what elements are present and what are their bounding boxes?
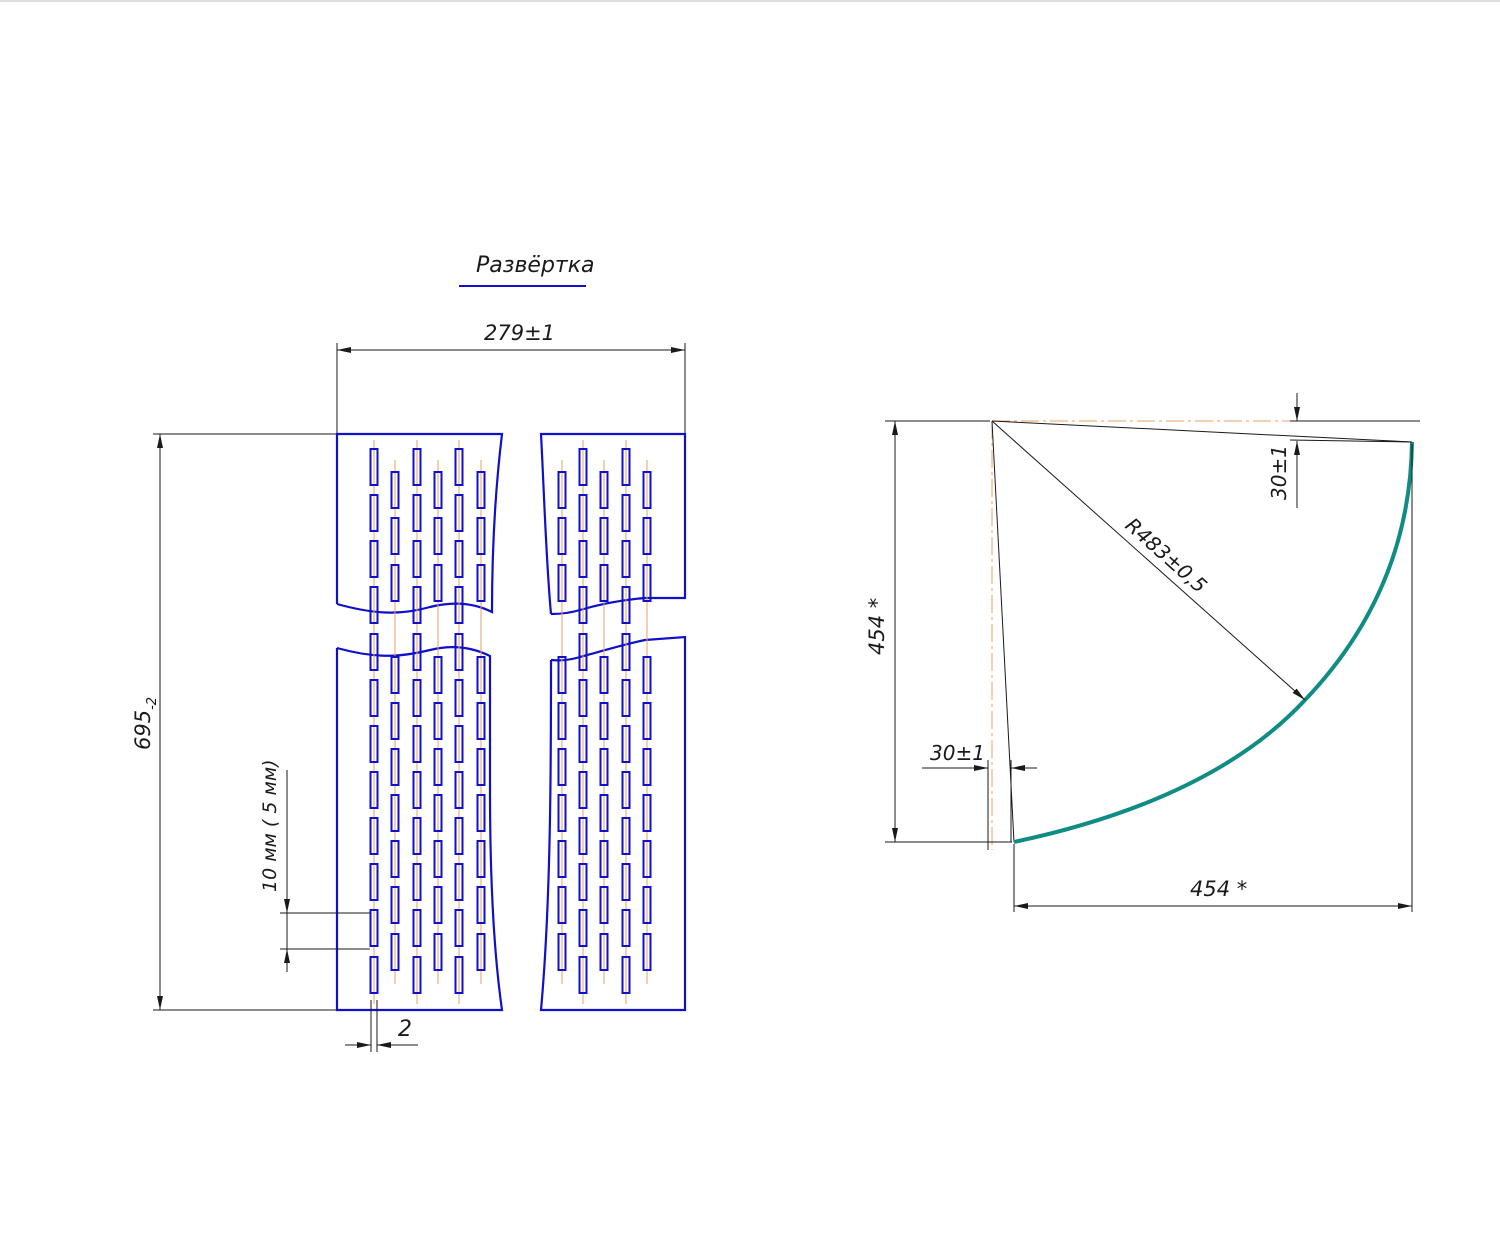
sector-arc <box>1014 442 1412 842</box>
slot-centerlines <box>374 440 647 1004</box>
slot-grid <box>371 449 651 993</box>
top-offset-dimension <box>1267 393 1420 508</box>
slot-pitch-dimension <box>259 759 370 972</box>
slot-width-text: 2 <box>398 1017 412 1042</box>
vertical-leg-text: 454 * <box>865 597 889 655</box>
left-offset-dimension <box>922 741 1037 850</box>
slot-pitch-text: 10 мм ( 5 мм) <box>259 759 281 892</box>
sector-view <box>865 393 1420 912</box>
panel-right-top <box>541 434 685 614</box>
development-view <box>131 321 685 1052</box>
horizontal-leg-text: 454 * <box>1190 877 1248 901</box>
left-offset-text: 30±1 <box>930 741 985 765</box>
width-dimension <box>337 321 685 433</box>
slot-width-dimension <box>345 1000 418 1052</box>
height-dimension <box>131 434 336 1010</box>
horizontal-leg-dimension <box>1014 444 1412 912</box>
vertical-leg-dimension <box>865 421 1012 842</box>
sector-top-edge <box>992 421 1412 442</box>
radius-text: R483±0,5 <box>1120 512 1212 598</box>
radius-line <box>992 421 1305 700</box>
top-offset-text: 30±1 <box>1267 445 1291 500</box>
width-dimension-text: 279±1 <box>484 321 556 345</box>
view-title <box>459 253 595 286</box>
height-dimension-text: $695_{-2}$ <box>131 696 160 750</box>
view-title-text: Развёртка <box>476 253 595 278</box>
